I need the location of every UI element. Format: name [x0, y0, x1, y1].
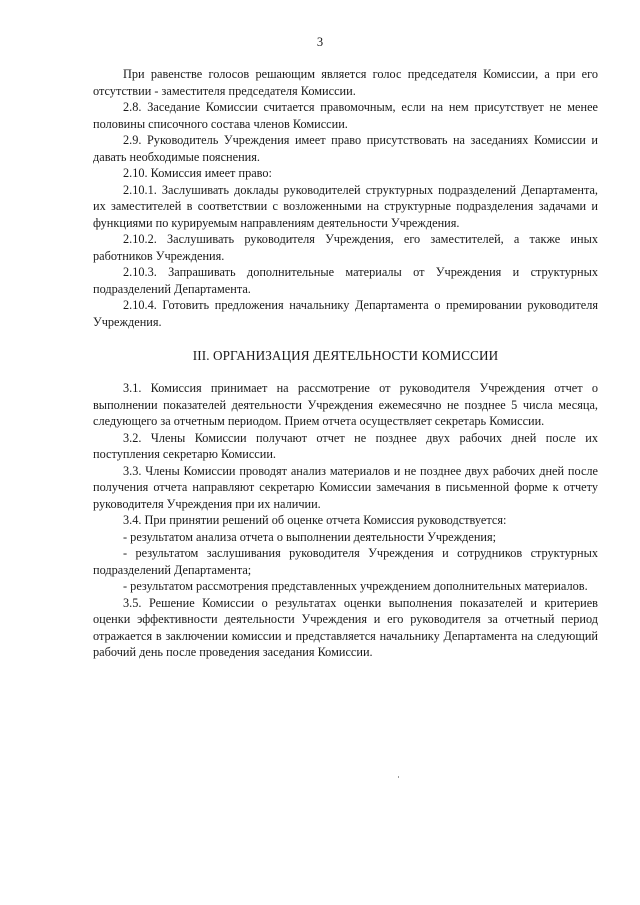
paragraph: 3.1. Комиссия принимает на рассмотрение от руководителя Учреждения отчет о выполнении показателей деятельности Учреждения ежемесячно не позднее 5 числа месяца, следующего за отчетным периодом. Прием отчета осуществляет секретарь Комиссии. [93, 381, 598, 428]
list-item: - результатом рассмотрения представленных учреждением дополнительных материалов. [123, 579, 588, 593]
paragraph: 2.10.4. Готовить предложения начальнику Департамента о премировании руководителя Учреждения. [93, 298, 598, 329]
scan-speck [398, 776, 399, 778]
paragraph: 3.5. Решение Комиссии о результатах оценки выполнения показателей и критериев оценки эффективности деятельности Учреждения и его руководителя за отчетный период отражается в заключении комиссии и представляется начальнику Департамента на следующий рабочий день после проведения заседания Комиссии. [93, 595, 598, 659]
paragraph: 2.10.2. Заслушивать руководителя Учреждения, его заместителей, а также иных работников Учреждения. [93, 232, 598, 263]
section-heading: III. ОРГАНИЗАЦИЯ ДЕЯТЕЛЬНОСТИ КОМИССИИ [192, 348, 499, 363]
list-item: - результатом анализа отчета о выполнении деятельности Учреждения; [123, 529, 497, 544]
list-item: - результатом заслушивания руководителя Учреждения и сотрудников структурных подразделений Департамента; [93, 546, 598, 577]
paragraph: 3.4. При принятии решений об оценке отчета Комиссия руководствуется: [123, 513, 507, 527]
paragraph: При равенстве голосов решающим является голос председателя Комиссии, а при его отсутствии - заместителя председателя Комиссии. [93, 67, 598, 98]
section-2-continuation [93, 66, 598, 330]
page-number: 3 [316, 35, 324, 49]
paragraph: 2.10.1. Заслушивать доклады руководителей структурных подразделений Департамента, их заместителей в соответствии с возложенными на структурные подразделения задачами и функциями по курируемым направлениям деятельности Учреждения. [93, 182, 598, 230]
paragraph: 3.3. Члены Комиссии проводят анализ материалов и не позднее двух рабочих дней после получения отчета направляют секретарю Комиссии замечания в письменной форме к отчету руководителя Учреждения при их наличии. [93, 463, 598, 511]
paragraph: 2.8. Заседание Комиссии считается правомочным, если на нем присутствует не менее половины списочного состава членов Комиссии. [93, 100, 598, 131]
paragraph: 2.10.3. Запрашивать дополнительные материалы от Учреждения и структурных подразделений Департамента. [93, 265, 598, 296]
paragraph: 2.9. Руководитель Учреждения имеет право присутствовать на заседаниях Комиссии и давать необходимые пояснения. [93, 133, 598, 164]
paragraph: 3.2. Члены Комиссии получают отчет не позднее двух рабочих дней после их поступления секретарю Комиссии. [93, 430, 598, 461]
section-3 [93, 380, 598, 661]
paragraph: 2.10. Комиссия имеет право: [123, 166, 272, 180]
